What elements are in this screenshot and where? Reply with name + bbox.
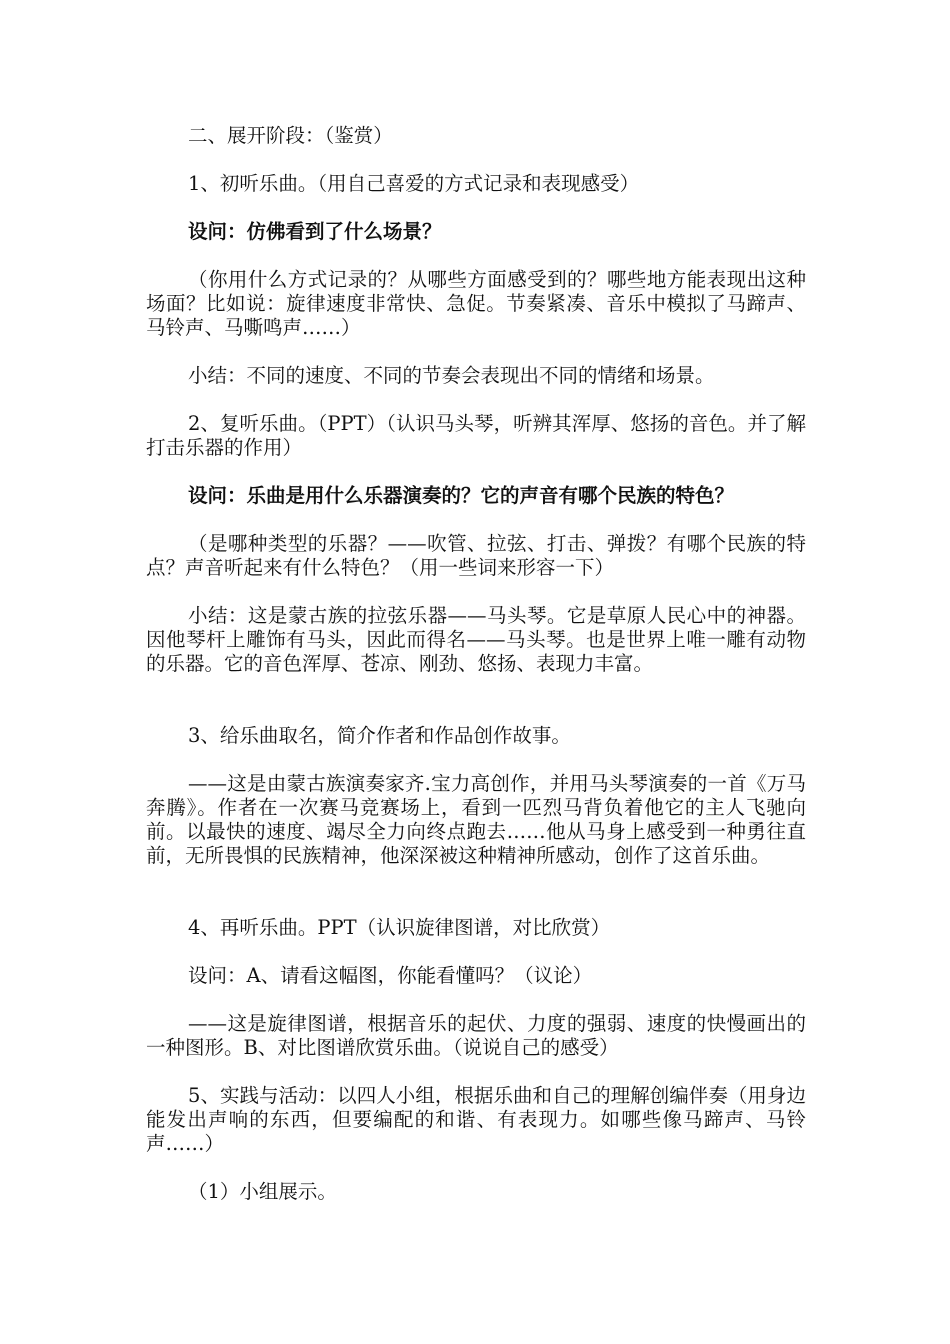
step-1-first-listen: 1、初听乐曲。（用自己喜爱的方式记录和表现感受） — [188, 172, 640, 195]
question-instrument-notes: （是哪种类型的乐器？——吹管、拉弦、打击、弹拨？有哪个民族的特点？声音听起来有什么特色？（用一些词来形容一下） — [146, 532, 806, 579]
summary-speed-rhythm: 小结：不同的速度、不同的节奏会表现出不同的情绪和场景。 — [188, 364, 715, 387]
question-instrument: 设问：乐曲是用什么乐器演奏的？它的声音有哪个民族的特色？ — [188, 484, 735, 507]
step-2-second-listen: 2、复听乐曲。（PPT）（认识马头琴，听辨其浑厚、悠扬的音色。并了解打击乐器的作用） — [146, 412, 806, 459]
group-showcase: （1）小组展示。 — [188, 1180, 337, 1203]
question-scene: 设问：仿佛看到了什么场景？ — [188, 220, 442, 243]
question-graph: 设问：A、请看这幅图，你能看懂吗？（议论） — [188, 964, 593, 987]
graph-explanation: ——这是旋律图谱，根据音乐的起伏、力度的强弱、速度的快慢画出的一种图形。B、对比图谱欣赏乐曲。（说说自己的感受） — [146, 1012, 806, 1059]
step-4-listen-again: 4、再听乐曲。PPT（认识旋律图谱，对比欣赏） — [188, 916, 611, 939]
question-scene-notes: （你用什么方式记录的？从哪些方面感受到的？哪些地方能表现出这种场面？比如说：旋律速度非常快、急促。节奏紧凑、音乐中模拟了马蹄声、马铃声、马嘶鸣声……） — [146, 268, 806, 339]
summary-morin-khuur: 小结：这是蒙古族的拉弦乐器——马头琴。它是草原人民心中的神器。因他琴杆上雕饰有马头，因此而得名——马头琴。也是世界上唯一雕有动物的乐器。它的音色浑厚、苍凉、刚劲、悠扬、表现力丰富。 — [146, 604, 806, 675]
composer-story: ——这是由蒙古族演奏家齐.宝力高创作，并用马头琴演奏的一首《万马奔腾》。作者在一次赛马竞赛场上，看到一匹烈马背负着他它的主人飞驰向前。以最快的速度、竭尽全力向终点跑去……他从马身上感受到一种勇往直前，无所畏惧的民族精神，他深深被这种精神所感动，创作了这首乐曲。 — [146, 772, 806, 867]
step-3-naming: 3、给乐曲取名，简介作者和作品创作故事。 — [188, 724, 571, 747]
step-5-practice: 5、实践与活动：以四人小组，根据乐曲和自己的理解创编伴奏（用身边能发出声响的东西，但要编配的和谐、有表现力。如哪些像马蹄声、马铃声……） — [146, 1084, 806, 1155]
stage-heading: 二、展开阶段：（鉴赏） — [188, 124, 393, 147]
